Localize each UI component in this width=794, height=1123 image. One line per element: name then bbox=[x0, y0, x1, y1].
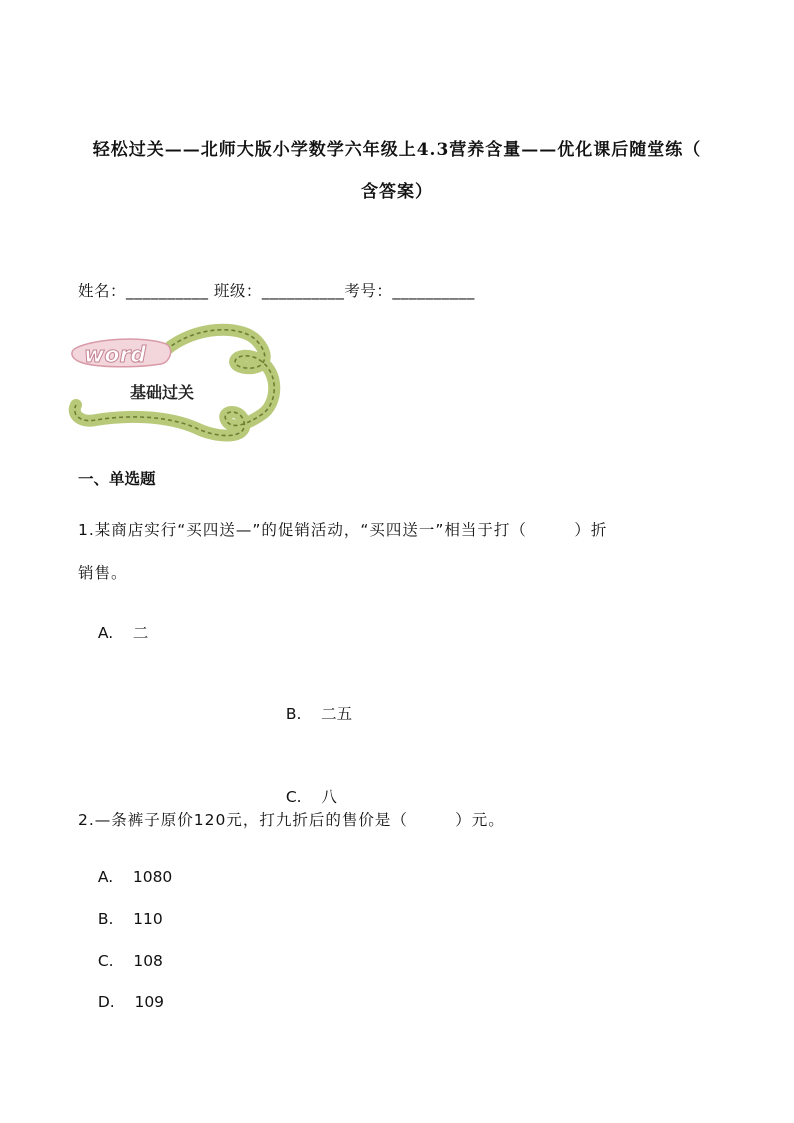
question-2-option-c[interactable] bbox=[88, 934, 163, 970]
option-text: 八 bbox=[321, 788, 337, 806]
question-2-option-b[interactable] bbox=[88, 892, 163, 928]
option-letter: A. bbox=[97, 624, 114, 642]
question-1-option-a[interactable] bbox=[88, 603, 148, 643]
question-2-option-d[interactable] bbox=[88, 975, 164, 1011]
option-text: 110 bbox=[133, 910, 163, 928]
page-title-line-1: 轻松过关——北师大版小学数学六年级上4.3营养含量——优化课后随堂练（ bbox=[92, 140, 702, 160]
option-letter: B. bbox=[97, 910, 114, 928]
option-text: 109 bbox=[134, 993, 165, 1011]
option-text: 二五 bbox=[321, 705, 353, 723]
option-text: 108 bbox=[133, 952, 163, 970]
option-letter: B. bbox=[285, 705, 302, 723]
option-letter: A. bbox=[97, 868, 114, 886]
word-logo-text: word bbox=[84, 343, 147, 368]
option-letter: C. bbox=[285, 788, 302, 806]
question-1-option-b[interactable] bbox=[276, 684, 352, 724]
student-info-line: 姓名：__________ 班级：__________考号：__________ bbox=[78, 282, 475, 300]
badge-label: 基础过关 bbox=[130, 383, 195, 402]
option-text: 1080 bbox=[132, 868, 173, 886]
question-2-option-a[interactable] bbox=[88, 850, 172, 886]
question-1-line-2: 销售。 bbox=[78, 564, 128, 582]
question-1-option-c[interactable] bbox=[276, 767, 337, 807]
question-2-line-1: 2.—条裤子原价120元，打九折后的售价是（ ）元。 bbox=[78, 811, 505, 829]
option-letter: D. bbox=[97, 993, 115, 1011]
question-1-line-1: 1.某商店实行“买四送—”的促销活动，“买四送一”相当于打（ ）折 bbox=[78, 521, 608, 539]
page-title-line-2: 含答案） bbox=[361, 182, 433, 202]
option-letter: C. bbox=[97, 952, 114, 970]
section-title: 一、单选题 bbox=[78, 469, 156, 488]
option-text: 二 bbox=[132, 624, 149, 642]
